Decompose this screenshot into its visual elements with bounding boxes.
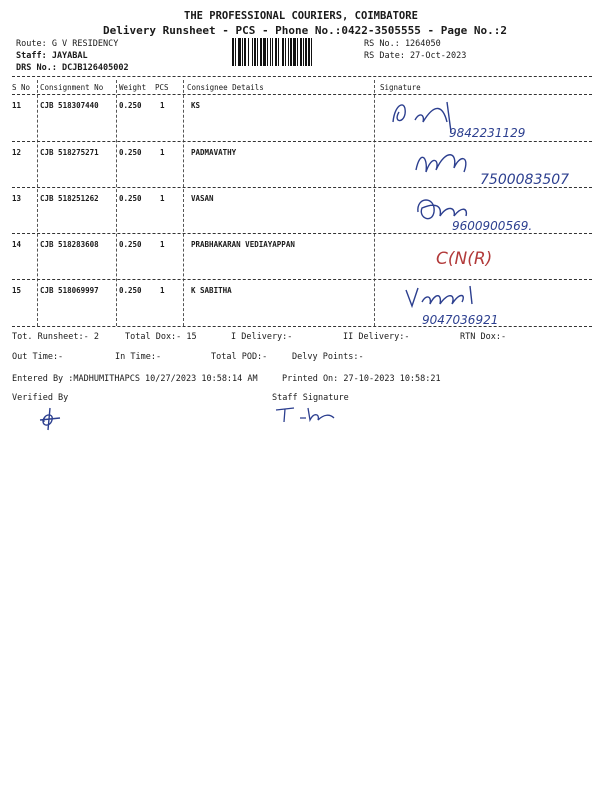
signature-row-3 [412, 190, 587, 235]
rs-date: RS Date: 27-Oct-2023 [364, 51, 467, 61]
signature-phone-1: 9842231129 [449, 126, 526, 140]
row-consignee: PRABHAKARAN VEDIAYAPPAN [191, 240, 295, 249]
signature-row-2 [410, 142, 590, 192]
row-sno: 15 [12, 286, 22, 295]
row-weight: 0.250 [119, 194, 142, 203]
rtn-dox: RTN Dox:- [460, 332, 507, 342]
row-consignment: CJB 518069997 [40, 286, 99, 295]
printed-on: Printed On: 27-10-2023 10:58:21 [282, 374, 441, 384]
drs-number: DRS No.: DCJB126405002 [16, 63, 129, 73]
out-time: Out Time:- [12, 352, 64, 362]
row-weight: 0.250 [119, 101, 142, 110]
col-header-weight: Weight [119, 83, 147, 92]
row-pcs: 1 [160, 286, 165, 295]
col-header-sno: S No [12, 83, 31, 92]
barcode [232, 38, 358, 66]
col-header-consignment: Consignment No [40, 83, 104, 92]
signature-row-5 [400, 280, 560, 330]
total-dox: Total Dox:- 15 [125, 332, 197, 342]
row-pcs: 1 [160, 240, 165, 249]
staff-signature-label: Staff Signature [272, 393, 349, 403]
row-sno: 12 [12, 148, 22, 157]
ii-delivery: II Delivery:- [343, 332, 410, 342]
row-consignee: VASAN [191, 194, 214, 203]
col-header-pcs: PCS [155, 83, 169, 92]
col-header-signature: Signature [380, 83, 421, 92]
company-title: THE PROFESSIONAL COURIERS, COIMBATORE [184, 10, 418, 22]
row-pcs: 1 [160, 148, 165, 157]
signature-phone-3: 9600900569. [452, 219, 533, 233]
signature-phone-2: 7500083507 [480, 172, 570, 188]
column-separator [37, 80, 38, 326]
row-weight: 0.250 [119, 148, 142, 157]
verified-by-label: Verified By [12, 393, 69, 403]
row-consignee: K SABITHA [191, 286, 232, 295]
column-separator [116, 80, 117, 326]
staff-label: Staff: JAYABAL [16, 51, 88, 61]
i-delivery: I Delivery:- [231, 332, 293, 342]
signature-row-1 [385, 92, 565, 142]
entered-by: Entered By :MADHUMITHAPCS 10/27/2023 10:58:14 AM [12, 374, 258, 384]
row-consignment: CJB 518275271 [40, 148, 99, 157]
row-sno: 11 [12, 101, 22, 110]
row-weight: 0.250 [119, 240, 142, 249]
column-separator [374, 80, 375, 326]
tot-runsheet: Tot. Runsheet:- 2 [12, 332, 99, 342]
total-pod: Total POD:- [211, 352, 268, 362]
rs-number: RS No.: 1264050 [364, 39, 441, 49]
row-pcs: 1 [160, 101, 165, 110]
verified-signature [36, 404, 66, 434]
row-sno: 13 [12, 194, 22, 203]
col-header-consignee: Consignee Details [187, 83, 264, 92]
staff-signature [272, 402, 342, 426]
row-consignee: PADMAVATHY [191, 148, 237, 157]
signature-row-4 [430, 238, 540, 274]
row-consignment: CJB 518307440 [40, 101, 99, 110]
row-consignment: CJB 518283608 [40, 240, 99, 249]
delvy-points: Delvy Points:- [292, 352, 364, 362]
runsheet-subtitle: Delivery Runsheet - PCS - Phone No.:0422-3505555 - Page No.:2 [103, 24, 507, 37]
row-weight: 0.250 [119, 286, 142, 295]
route-label: Route: G V RESIDENCY [16, 39, 119, 49]
row-sno: 14 [12, 240, 22, 249]
row-pcs: 1 [160, 194, 165, 203]
signature-phone-5: 9047036921 [422, 313, 499, 327]
column-separator [183, 80, 184, 326]
divider [12, 76, 592, 77]
row-consignee: KS [191, 101, 201, 110]
signature-mark-4: C(N(R) [436, 249, 493, 269]
in-time: In Time:- [115, 352, 162, 362]
row-consignment: CJB 518251262 [40, 194, 99, 203]
